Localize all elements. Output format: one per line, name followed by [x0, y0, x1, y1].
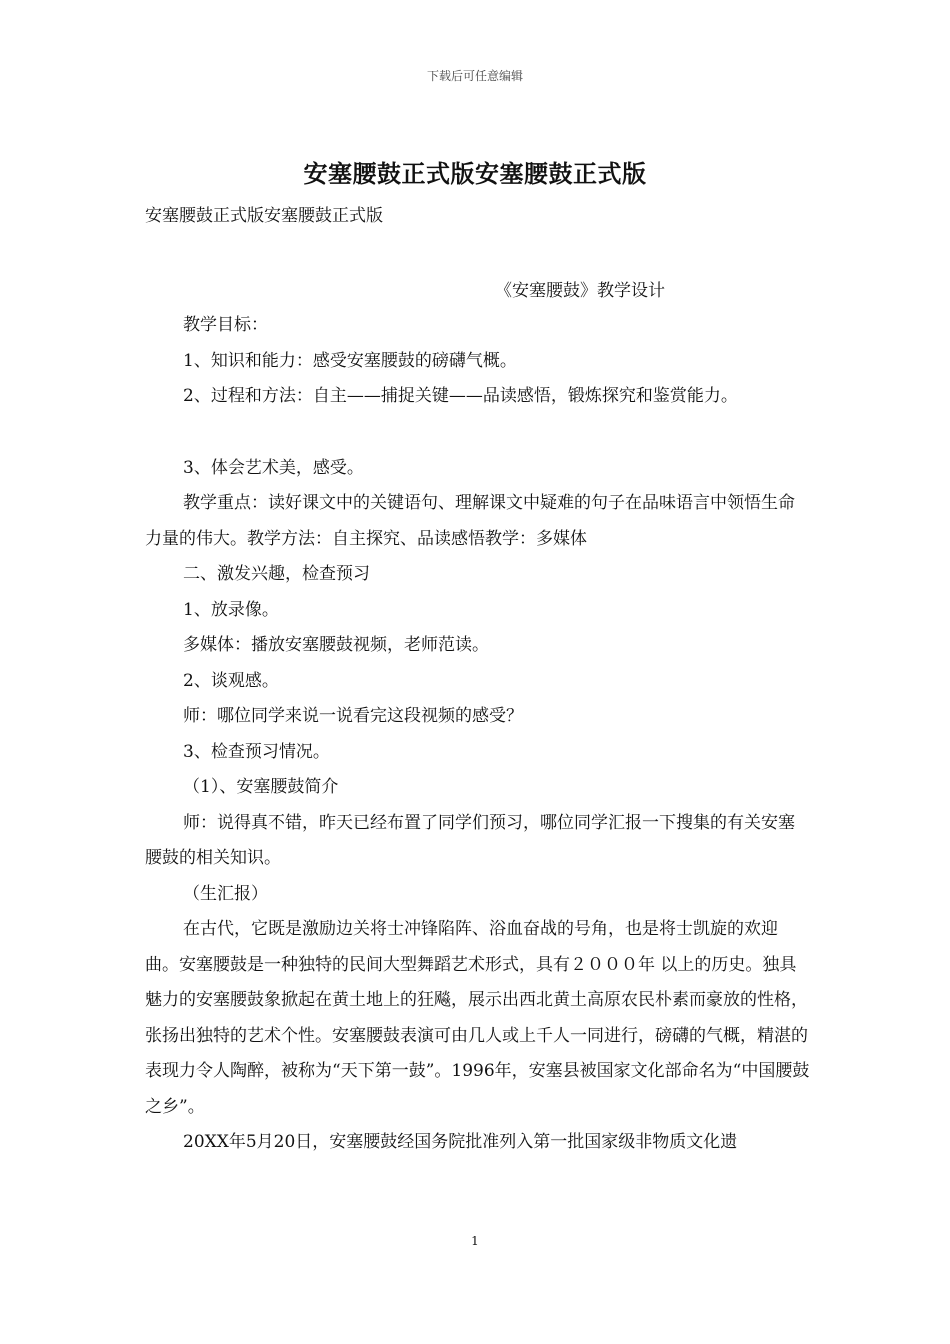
paragraph-objective-2: 2、过程和方法：自主——捕捉关键——品读感悟，锻炼探究和鉴赏能力。: [183, 386, 738, 406]
page-header: 下载后可任意编辑: [426, 69, 523, 83]
document-body: [145, 308, 810, 1161]
paragraph-objectives-heading: 教学目标：: [183, 315, 268, 335]
paragraph-teacher-prompt: 师：说得真不错，昨天已经布置了同学们预习，哪位同学汇报一下搜集的有关安塞腰鼓的相关知识。: [145, 812, 795, 868]
document-title: 安塞腰鼓正式版安塞腰鼓正式版: [303, 159, 647, 188]
paragraph-history: 在古代，它既是激励边关将士冲锋陷阵、浴血奋战的号角，也是将士凯旋的欢迎曲。安塞腰鼓是一种独特的民间大型舞蹈艺术形式，具有２０００年 以上的历史。独具魅力的安塞腰鼓象掀起在黄土地上的狂飚，展示出西北黄土高原农民朴素而豪放的性格，张扬出独特的艺术个性。安塞腰鼓表演可由几人或上千人一同进行，磅礴的气概，精湛的表现力令人陶醉，被称为“天下第一鼓”。1996年，安塞县被国家文化部命名为“中国腰鼓之乡”。: [145, 919, 810, 1117]
paragraph-spacer: [145, 415, 810, 451]
paragraph-heritage: 20XX年5月20日，安塞腰鼓经国务院批准列入第一批国家级非物质文化遗: [183, 1132, 738, 1152]
paragraph-objective-3: 3、体会艺术美，感受。: [183, 457, 364, 478]
lesson-design-title: 《安塞腰鼓》教学设计: [495, 281, 665, 301]
paragraph-step-2: 2、谈观感。: [183, 670, 279, 691]
paragraph-objective-1: 1、知识和能力：感受安塞腰鼓的磅礴气概。: [183, 350, 517, 371]
paragraph-step-3: 3、检查预习情况。: [183, 741, 330, 762]
paragraph-intro-heading: （1）、安塞腰鼓简介: [183, 777, 339, 797]
paragraph-teacher-question: 师：哪位同学来说一说看完这段视频的感受？: [183, 706, 523, 726]
paragraph-step-1: 1、放录像。: [183, 599, 279, 620]
paragraph-key-points: 教学重点：读好课文中的关键语句、理解课文中疑难的句子在品味语言中领悟生命力量的伟大。教学方法：自主探究、品读感悟教学：多媒体: [145, 493, 795, 549]
page-number: 1: [471, 1234, 479, 1248]
paragraph-section-2-heading: 二、激发兴趣，检查预习: [183, 564, 370, 584]
paragraph-student-report: （生汇报）: [183, 883, 268, 904]
document-subtitle: 安塞腰鼓正式版安塞腰鼓正式版: [145, 206, 383, 226]
paragraph-multimedia: 多媒体：播放安塞腰鼓视频，老师范读。: [183, 635, 489, 655]
